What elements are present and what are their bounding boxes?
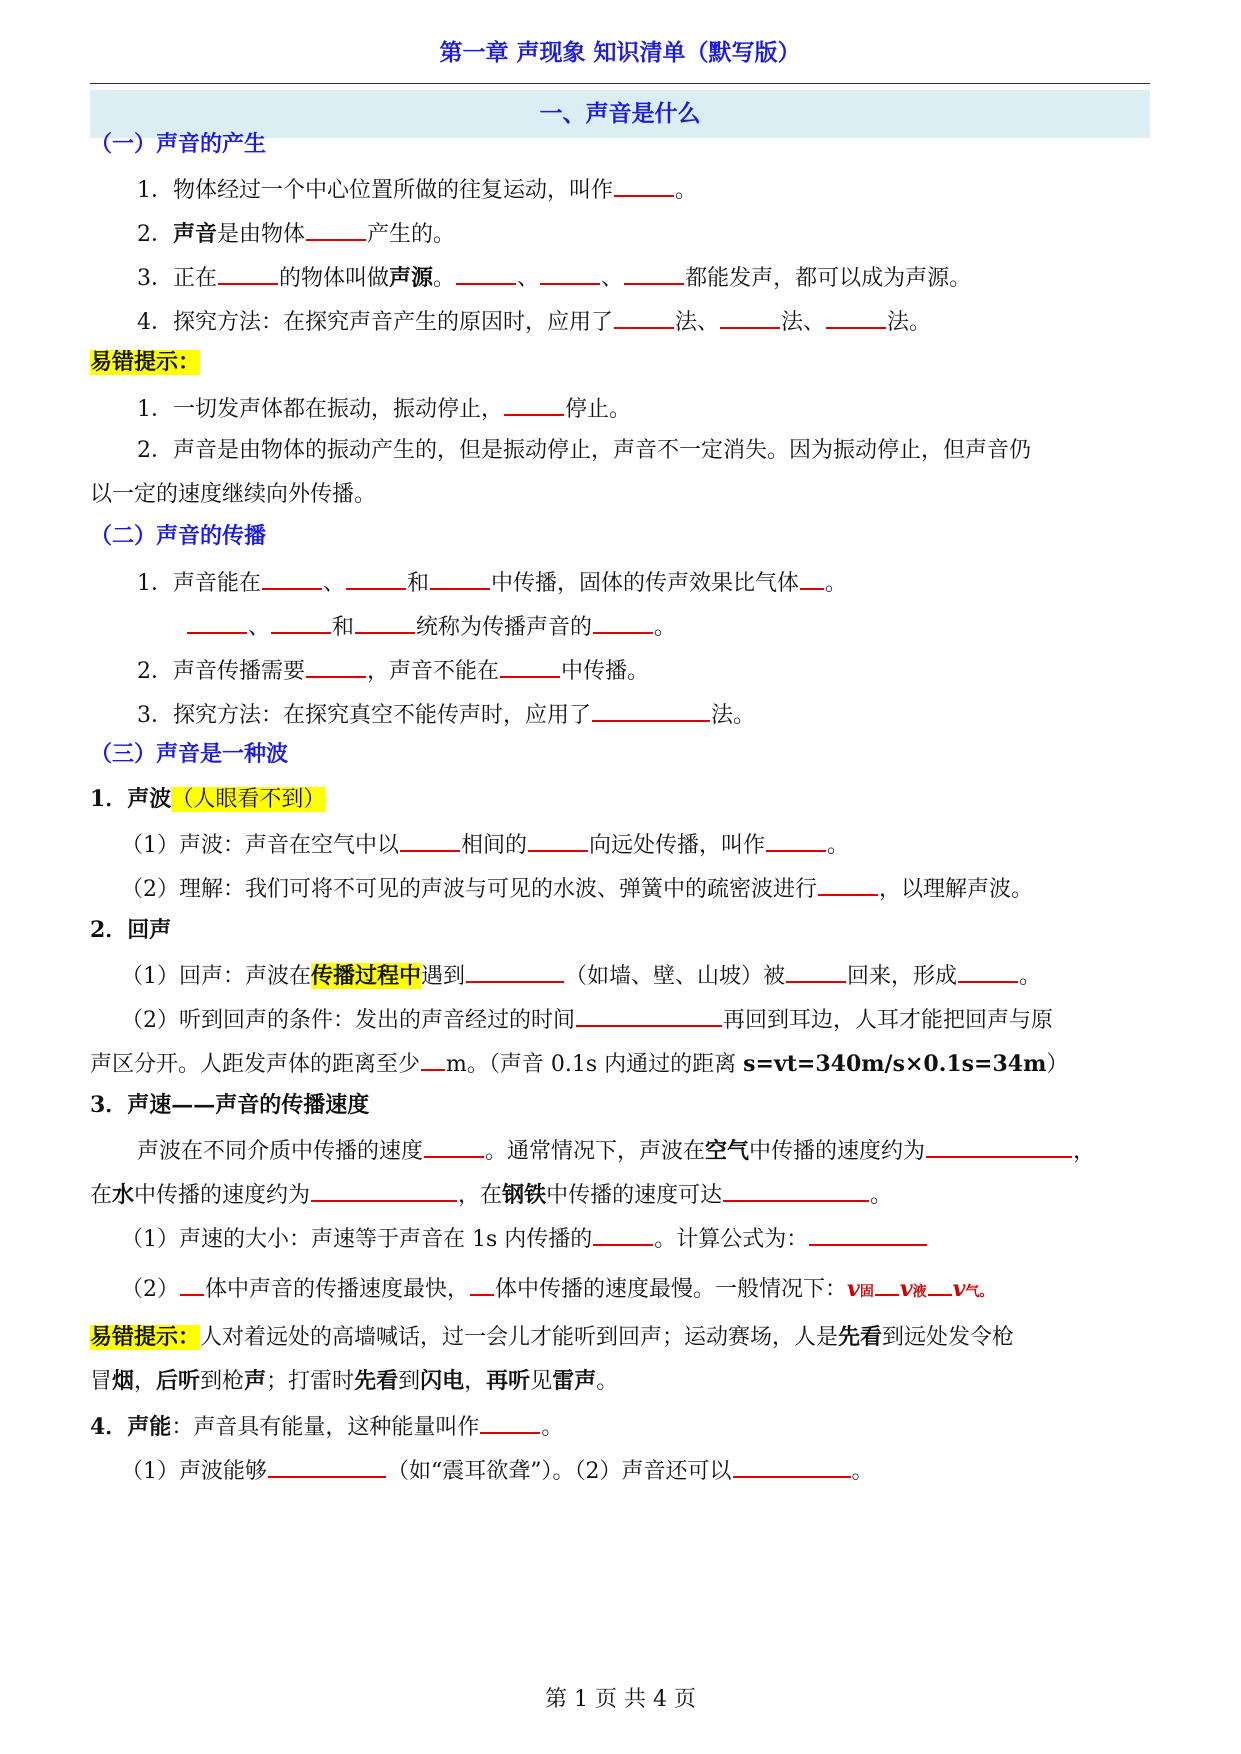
fill-blank <box>766 823 826 852</box>
fill-blank <box>720 300 780 329</box>
item-3-3-para: 声波在不同介质中传播的速度 。通常情况下，声波在空气中传播的速度约为 ， <box>137 1129 1150 1169</box>
fill-blank <box>456 256 516 285</box>
tip-1-item-1: 1．一切发声体都在振动，振动停止， 停止。 <box>137 387 1150 427</box>
fill-blank <box>800 561 824 590</box>
fill-blank <box>306 212 366 241</box>
fill-blank <box>355 605 415 634</box>
fill-blank <box>593 605 653 634</box>
item-1-3: 3．正在 的物体叫做声源。 、 、 都能发声，都可以成为声源。 <box>137 256 1150 296</box>
item-3-4-1: （1）声波能够 （如“震耳欲聋”）。（2）声音还可以 。 <box>121 1449 1150 1489</box>
fill-blank <box>809 1217 927 1246</box>
item-1-1: 1．物体经过一个中心位置所做的往复运动，叫作 。 <box>137 168 1150 208</box>
fill-blank <box>180 1267 204 1296</box>
fill-blank <box>480 1405 540 1434</box>
topic-sound-speed: 3．声速——声音的传播速度 <box>90 1092 370 1118</box>
tip-1-item-2: 2．声音是由物体的振动产生的，但是振动停止，声音不一定消失。因为振动停止，但声音仍 <box>137 438 1032 463</box>
fill-blank <box>346 561 406 590</box>
fill-blank <box>723 1173 869 1202</box>
item-3-2-2: （2）听到回声的条件：发出的声音经过的时间 再回到耳边，人耳才能把回声与原 <box>121 998 1150 1038</box>
fill-blank <box>271 605 331 634</box>
fill-blank <box>614 300 674 329</box>
fill-blank <box>614 168 674 197</box>
subsection-heading-1: （一）声音的产生 <box>90 132 267 157</box>
item-3-3-para-cont: 在水中传播的速度约为 ，在钢铁中传播的速度可达 。 <box>90 1173 1150 1213</box>
fill-blank <box>504 387 564 416</box>
item-1-2: 2．声音是由物体 产生的。 <box>137 212 1150 252</box>
topic-sound-energy: 4．声能：声音具有能量，这种能量叫作 。 <box>90 1405 1150 1445</box>
item-3-3-1: （1）声速的大小：声速等于声音在 1s 内传播的 。计算公式为： <box>121 1217 1150 1257</box>
fill-blank <box>306 649 366 678</box>
fill-blank <box>592 693 710 722</box>
fill-blank <box>786 954 846 983</box>
fill-blank <box>528 823 588 852</box>
item-3-2-2-cont: 声区分开。人距发声体的距离至少 m。（声音 0.1s 内通过的距离 s=vt=340m/s×0.1s=34m） <box>90 1042 1150 1082</box>
fill-blank <box>400 823 460 852</box>
fill-blank <box>466 954 564 983</box>
title-divider <box>90 83 1150 84</box>
fill-blank <box>818 867 878 896</box>
fill-blank <box>733 1449 851 1478</box>
formula: s=vt=340m/s×0.1s=34m <box>743 1051 1047 1077</box>
fill-blank <box>826 300 886 329</box>
topic-echo: 2．回声 <box>90 917 172 943</box>
item-2-3: 3．探究方法：在探究真空不能传声时，应用了 法。 <box>137 693 1150 733</box>
fill-blank <box>311 1173 457 1202</box>
item-2-1-b: 、 和 统称为传播声音的 。 <box>186 605 1150 645</box>
fill-blank <box>624 256 684 285</box>
tip-1-item-2-cont: 以一定的速度继续向外传播。 <box>90 482 377 507</box>
fill-blank <box>926 1129 1072 1158</box>
tip-label: 易错提示： <box>90 1325 201 1350</box>
fill-blank <box>928 1267 952 1296</box>
item-1-4: 4．探究方法：在探究声音产生的原因时，应用了 法、 法、 法。 <box>137 300 1150 340</box>
fill-blank <box>958 954 1018 983</box>
subsection-heading-3: （三）声音是一种波 <box>90 742 289 767</box>
item-3-3-2: （2） 体中声音的传播速度最快， 体中传播的速度最慢。一般情况下：v固 v液 v气。 <box>121 1267 1150 1307</box>
fill-blank <box>500 649 560 678</box>
item-3-1-2: （2）理解：我们可将不可见的声波与可见的水波、弹簧中的疏密波进行 ，以理解声波。 <box>121 867 1150 907</box>
tip-label: 易错提示： <box>90 350 201 375</box>
page-footer: 第 1 页 共 4 页 <box>545 1687 696 1712</box>
fill-blank <box>421 1042 445 1071</box>
fill-blank <box>470 1267 494 1296</box>
highlight-note: （人眼看不到） <box>171 787 326 812</box>
fill-blank <box>540 256 600 285</box>
section-heading: 一、声音是什么 <box>90 90 1150 138</box>
tip-2-cont: 冒烟，后听到枪声；打雷时先看到闪电，再听见雷声。 <box>90 1368 619 1394</box>
fill-blank <box>576 998 722 1027</box>
subsection-heading-2: （二）声音的传播 <box>90 524 267 549</box>
fill-blank <box>424 1129 484 1158</box>
tip-2: 易错提示：人对着远处的高墙喊话，过一会儿才能听到回声；运动赛场，人是先看到远处发令枪 <box>90 1324 1015 1350</box>
fill-blank <box>430 561 490 590</box>
fill-blank <box>187 605 247 634</box>
tip-1 <box>90 343 1150 383</box>
fill-blank <box>218 256 278 285</box>
item-2-1: 1．声音能在 、 和 中传播，固体的传声效果比气体 。 <box>137 561 1150 601</box>
item-2-2: 2．声音传播需要 ，声音不能在 中传播。 <box>137 649 1150 689</box>
item-3-2-1: （1）回声：声波在传播过程中遇到 （如墙、壁、山坡）被 回来，形成 。 <box>121 954 1150 994</box>
fill-blank <box>593 1217 653 1246</box>
fill-blank <box>875 1267 899 1296</box>
fill-blank <box>262 561 322 590</box>
topic-sound-wave: 1．声波（人眼看不到） <box>90 786 326 812</box>
item-3-1-1: （1）声波：声音在空气中以 相间的 向远处传播，叫作 。 <box>121 823 1150 863</box>
highlight-term: 传播过程中 <box>311 963 422 989</box>
document-title: 第一章 声现象 知识清单（默写版） <box>439 40 801 66</box>
fill-blank <box>268 1449 386 1478</box>
